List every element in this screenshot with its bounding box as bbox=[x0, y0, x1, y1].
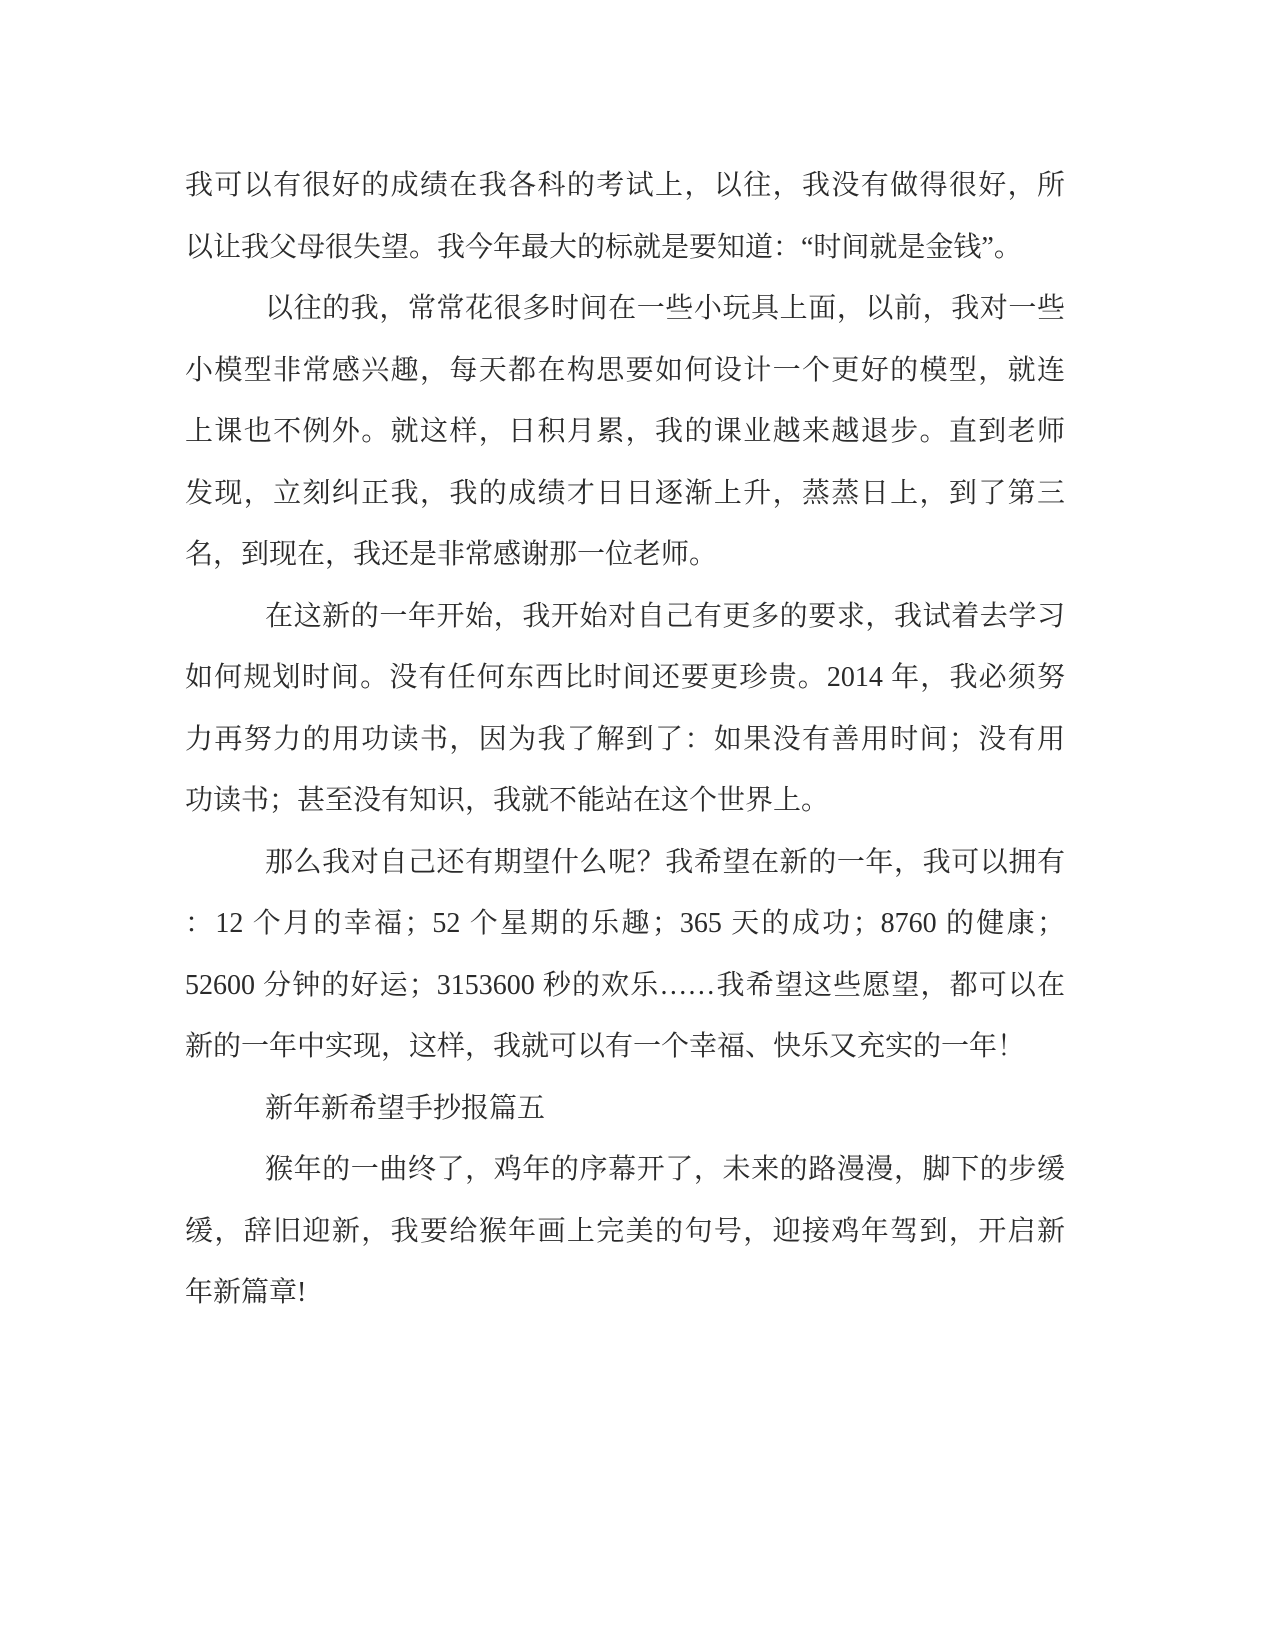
text-line: 缓，辞旧迎新，我要给猴年画上完美的句号，迎接鸡年驾到，开启新 bbox=[185, 1215, 1065, 1247]
document-text-block bbox=[185, 155, 1065, 1324]
text-line: 在这新的一年开始，我开始对自己有更多的要求，我试着去学习 bbox=[265, 600, 1065, 632]
text-line: 功读书；甚至没有知识，我就不能站在这个世界上。 bbox=[185, 785, 830, 816]
text-line: 新的一年中实现，这样，我就可以有一个幸福、快乐又充实的一年！ bbox=[185, 1031, 1026, 1062]
text-line: 我可以有很好的成绩在我各科的考试上，以往，我没有做得很好，所 bbox=[185, 170, 1065, 201]
text-line: ：12 个月的幸福；52 个星期的乐趣；365 天的成功；8760 的健康； bbox=[185, 908, 1065, 939]
text-line: 猴年的一曲终了，鸡年的序幕开了，未来的路漫漫，脚下的步缓 bbox=[265, 1154, 1065, 1185]
text-line: 力再努力的用功读书，因为我了解到了：如果没有善用时间；没有用 bbox=[185, 723, 1065, 755]
text-line: 以让我父母很失望。我今年最大的标就是要知道：“时间就是金钱”。 bbox=[185, 231, 1022, 263]
text-line: 名，到现在，我还是非常感谢那一位老师。 bbox=[185, 539, 718, 570]
text-line: 上课也不例外。就这样，日积月累，我的课业越来越退步。直到老师 bbox=[185, 416, 1065, 447]
text-line: 小模型非常感兴趣，每天都在构思要如何设计一个更好的模型，就连 bbox=[185, 354, 1065, 386]
text-line: 如何规划时间。没有任何东西比时间还要更珍贵。2014 年，我必须努 bbox=[185, 662, 1065, 693]
text-line: 那么我对自己还有期望什么呢？我希望在新的一年，我可以拥有 bbox=[265, 846, 1065, 878]
text-line: 发现，立刻纠正我，我的成绩才日日逐渐上升，蒸蒸日上，到了第三 bbox=[185, 477, 1065, 509]
text-line: 新年新希望手抄报篇五 bbox=[265, 1092, 546, 1124]
text-line: 以往的我，常常花很多时间在一些小玩具上面，以前，我对一些 bbox=[265, 293, 1065, 324]
text-line: 年新篇章! bbox=[185, 1277, 307, 1308]
text-line: 52600 分钟的好运；3153600 秒的欢乐……我希望这些愿望，都可以在 bbox=[185, 969, 1065, 1001]
